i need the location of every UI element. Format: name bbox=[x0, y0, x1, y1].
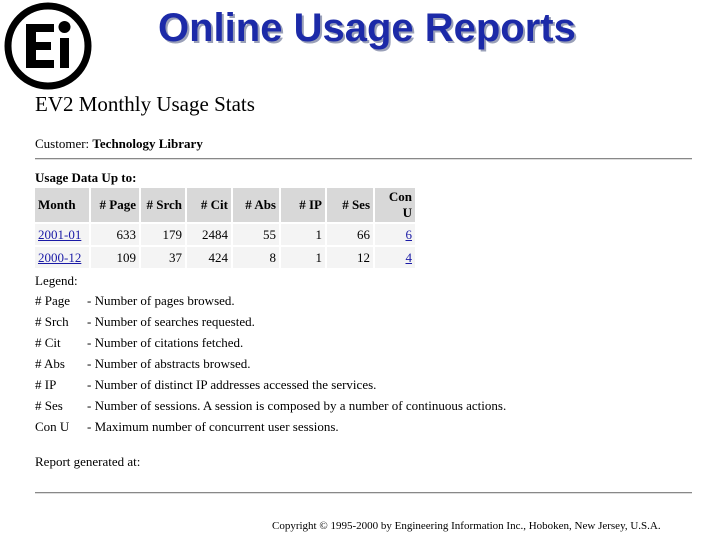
usage-label: Usage Data Up to: bbox=[35, 170, 137, 185]
legend-abbr: # Cit bbox=[35, 335, 61, 350]
table-cell: 37 bbox=[141, 247, 185, 268]
con-u-link[interactable]: 4 bbox=[405, 249, 412, 265]
table-cell: 1 bbox=[281, 247, 325, 268]
legend-abbr: # Abs bbox=[35, 356, 65, 371]
divider-top bbox=[35, 158, 692, 160]
legend-desc: - Number of distinct IP addresses accessed the services. bbox=[87, 377, 377, 392]
legend-desc: - Number of pages browsed. bbox=[87, 293, 235, 308]
table-cell: 2484 bbox=[187, 224, 231, 245]
legend-abbr: Con U bbox=[35, 419, 70, 434]
legend-item bbox=[35, 398, 506, 419]
con-u-link[interactable]: 6 bbox=[405, 226, 412, 242]
page-heading: EV2 Monthly Usage Stats bbox=[35, 92, 255, 116]
legend-abbr: # Srch bbox=[35, 314, 69, 329]
legend-desc: - Number of abstracts browsed. bbox=[87, 356, 251, 371]
table-cell: 424 bbox=[187, 247, 231, 268]
table-cell: 1 bbox=[281, 224, 325, 245]
usage-table bbox=[33, 186, 417, 270]
table-cell: 55 bbox=[233, 224, 279, 245]
legend-desc: - Number of sessions. A session is composed by a number of continuous actions. bbox=[87, 398, 507, 413]
legend-abbr: # Ses bbox=[35, 398, 63, 413]
legend-item bbox=[35, 419, 506, 440]
column-header: # IP bbox=[281, 188, 325, 222]
usage-header-row bbox=[35, 188, 415, 222]
logo-text: Ei bbox=[4, 2, 5, 3]
legend-abbr: # Page bbox=[35, 293, 71, 308]
legend-item bbox=[35, 335, 506, 356]
column-header: # Srch bbox=[141, 188, 185, 222]
legend-item bbox=[35, 293, 506, 314]
table-row bbox=[35, 224, 415, 245]
table-cell: 109 bbox=[91, 247, 139, 268]
legend-desc: - Maximum number of concurrent user sessions. bbox=[87, 419, 339, 434]
customer-value: Technology Library bbox=[92, 136, 203, 151]
column-header: # Page bbox=[91, 188, 139, 222]
column-header: # Cit bbox=[187, 188, 231, 222]
column-header: Month bbox=[35, 188, 89, 222]
legend-item bbox=[35, 314, 506, 335]
column-header: # Abs bbox=[233, 188, 279, 222]
legend-title: Legend: bbox=[35, 273, 78, 288]
month-link[interactable]: 2001-01 bbox=[38, 226, 82, 242]
copyright: Copyright © 1995-2000 by Engineering Information Inc., Hoboken, New Jersey, U.S.A. bbox=[272, 520, 661, 532]
legend-item bbox=[35, 377, 506, 398]
slide-title: Online Usage Reports bbox=[158, 6, 576, 50]
legend-item bbox=[35, 356, 506, 377]
table-cell: 12 bbox=[327, 247, 373, 268]
ei-logo bbox=[4, 2, 92, 90]
report-generated: Report generated at: bbox=[35, 454, 141, 469]
column-header: Con U bbox=[375, 188, 415, 222]
legend-desc: - Number of searches requested. bbox=[87, 314, 255, 329]
table-row bbox=[35, 247, 415, 268]
legend bbox=[35, 273, 506, 440]
divider-bottom bbox=[35, 492, 692, 494]
customer-label: Customer: bbox=[35, 136, 90, 151]
table-cell: 179 bbox=[141, 224, 185, 245]
month-link[interactable]: 2000-12 bbox=[38, 249, 82, 265]
column-header: # Ses bbox=[327, 188, 373, 222]
legend-abbr: # IP bbox=[35, 377, 57, 392]
legend-desc: - Number of citations fetched. bbox=[87, 335, 244, 350]
table-cell: 66 bbox=[327, 224, 373, 245]
customer-line bbox=[35, 136, 203, 152]
table-cell: 8 bbox=[233, 247, 279, 268]
table-cell: 633 bbox=[91, 224, 139, 245]
